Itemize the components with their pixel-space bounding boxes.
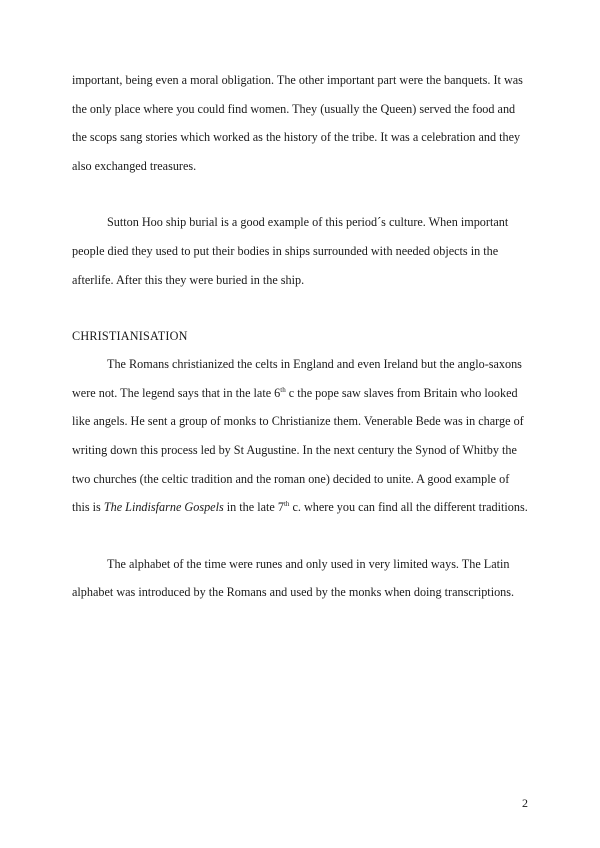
book-title-lindisfarne-gospels: The Lindisfarne Gospels xyxy=(103,500,224,515)
ordinal-suffix-6th: th xyxy=(280,385,286,394)
paragraph-christianisation xyxy=(72,350,529,522)
section-heading-christianisation: CHRISTIANISATION xyxy=(72,329,188,344)
paragraph-christianisation-text-4: c. where you can find all the different traditions. xyxy=(289,500,528,515)
paragraph-christianisation-text-2: c the pope saw slaves from Britain who looked like angels. He sent a group of monks to Christianize them. Venerable Bede was in charge of writing down this process led by St Augustine. In the next century the Synod of Whitby the two churches (the celtic tradition and the roman one) decided to unite. A good example of this is xyxy=(72,385,524,515)
paragraph-sutton-hoo: Sutton Hoo ship burial is a good example of this period´s culture. When important people died they used to put their bodies in ships surrounded with needed objects in the afterlife. After this they were buried in the ship. xyxy=(72,215,509,287)
paragraph-christianisation-text-1: The Romans christianized the celts in England and even Ireland but the anglo-saxons were not. The legend says that in the late 6 xyxy=(72,357,522,400)
paragraph-christianisation-text-3: in the late 7 xyxy=(223,500,284,515)
document-body xyxy=(72,66,529,607)
paragraph-alphabet: The alphabet of the time were runes and only used in very limited ways. The Latin alphabet was introduced by the Romans and used by the monks when doing transcriptions. xyxy=(72,556,515,600)
paragraph-banquets: important, being even a moral obligation. The other important part were the banquets. It was the only place where you could find women. They (usually the Queen) served the food and the scops sang stories which worked as the history of the tribe. It was a celebration and they also exchanged treasures. xyxy=(72,73,523,173)
page-number: 2 xyxy=(522,796,528,810)
ordinal-suffix-7th: th xyxy=(283,500,290,509)
